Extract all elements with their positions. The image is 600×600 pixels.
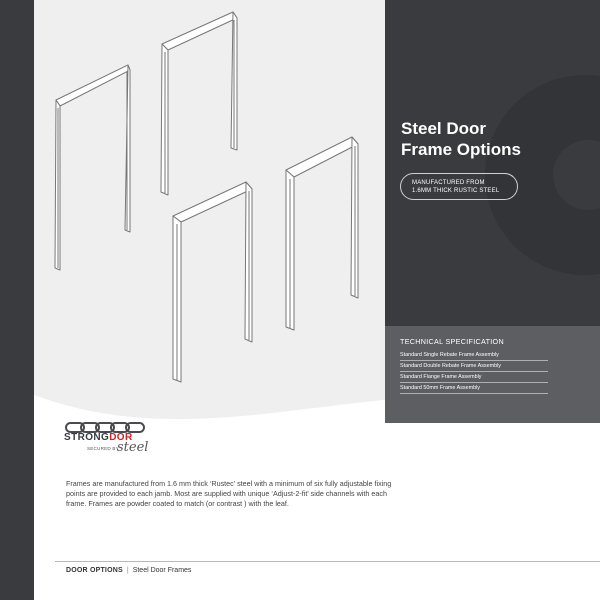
left-dark-bar: [0, 0, 34, 600]
technical-spec-panel: [385, 326, 600, 423]
title-panel: [385, 0, 600, 326]
material-badge: [400, 173, 518, 200]
badge-line-2: 1.6MM THICK RUSTIC STEEL: [412, 188, 500, 194]
footer-section: DOOR OPTIONS: [66, 567, 123, 574]
badge-line-1: MANUFACTURED FROM: [412, 180, 485, 186]
brand-part-2: DOR: [109, 432, 133, 443]
brand-part-1: STRONG: [64, 432, 110, 443]
footer: [66, 567, 191, 574]
brand-tagline: SECURED BY: [87, 446, 119, 451]
footer-page: Steel Door Frames: [132, 567, 192, 574]
description-paragraph: Frames are manufactured from 1.6 mm thick ‘Rustec’ steel with a minimum of six fully adjustable fixing points are provided to each jamb. Most are supplied with unique ‘Adjust-2-fit’ side channels with each frame. Frames are powder coated to match (or contrast ) with the leaf.: [66, 479, 392, 508]
spec-list: [400, 350, 548, 394]
spec-item: Standard Flange Frame Assembly: [400, 372, 548, 383]
footer-divider: [55, 561, 600, 562]
spec-heading: TECHNICAL SPECIFICATION: [400, 337, 504, 346]
footer-separator: |: [126, 567, 129, 574]
brand-tagline-script: steel: [117, 440, 149, 455]
spec-item: Standard Double Rebate Frame Assembly: [400, 361, 548, 372]
title-line-2: Frame Options: [401, 140, 521, 159]
frame-50mm: [286, 137, 358, 330]
frame-single-rebate: [55, 65, 130, 270]
spec-item: Standard Single Rebate Frame Assembly: [400, 350, 548, 361]
spec-item: Standard 50mm Frame Assembly: [400, 383, 548, 394]
title-line-1: Steel Door: [401, 119, 487, 138]
page-title: [401, 118, 591, 160]
frame-double-rebate: [161, 12, 237, 195]
